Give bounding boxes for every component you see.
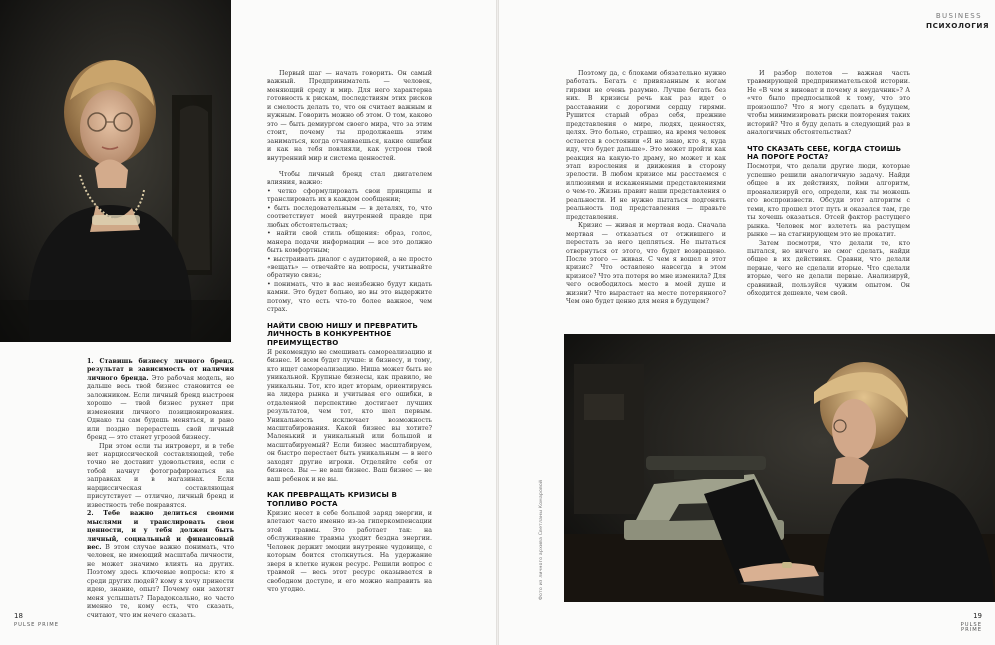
paragraph-text: В этом случае важно понимать, что человек, не имеющий масштаба личности, не может значимо влиять на других. Поэтому здесь ключевые вопросы: кто я среди других людей? кому я хочу принести идею, знание, опыт? Почему они захотят меня услышать? Парадоксально, но часто именно те, кому есть, что сказать, считают, что им нечего сказать. xyxy=(87,543,234,619)
bullet-item: • четко сформулировать свои принципы и транслировать их в каждом сообщении; xyxy=(267,187,432,204)
column-3 xyxy=(566,70,726,307)
paragraph: Чтобы личный бренд стал двигателем влияния, важно: xyxy=(267,170,432,187)
lead-bold: 1. Ставишь бизнесу личного бренд. результат в зависимость от наличия личного бренда. xyxy=(87,358,234,382)
column-1 xyxy=(87,358,234,620)
typewriter-photo-art xyxy=(564,334,995,602)
bullet-item: • выстраивать диалог с аудиторией, а не просто «вещать» — отвечайте на вопросы, учитывайте обратную связь; xyxy=(267,255,432,280)
photo-credit: Фото из личного архива Светланы Комаровой xyxy=(539,479,544,600)
column-2 xyxy=(267,70,432,595)
paragraph: Кризис несет в себе большой заряд энергии, и влетают часто именно из-за гиперкомпенсации этой травмы. Это работает так: на обслуживание травмы уходит бездна энергии. Человек держит эмоции внутренне чудовище, с которым боится столкнуться. На удержание зверя в клетке нужен ресурс. Решили вопрос с травмой — весь этот ресурс оказывается в свободном доступе, и его можно направить на что угодно. xyxy=(267,509,432,594)
folio-left xyxy=(14,613,59,628)
paragraph: Я рекомендую не смешивать самореализацию и бизнес. И всем будет лучше: и бизнесу, и тому, кто ищет самореализацию. Ниша может быть не уникальной. Крупные бизнесы, как правило, не уникальны. Тот, кто идет вторым, ориентируясь на лидера рынка и учитывая его ошибки, в отдаленной перспективе достигает лучших результатов, чем тот, кто шел первым. Уникальность исключает возможность масштабирования. Какой бизнес вы хотите? Маленький и уникальный или большой и масштабируемый? Если бизнес масштабируем, он быстро перестает быть уникальным — в него заходят другие игроки. Отделяйте себя от бизнеса. Вы — не ваш бизнес. Ваш бизнес — не ваш ребенок и не вы. xyxy=(267,348,432,483)
portrait-photo-art xyxy=(0,0,231,342)
section-heading: НАЙТИ СВОЮ НИШУ И ПРЕВРАТИТЬ ЛИЧНОСТЬ В КОНКУРЕНТНОЕ ПРЕИМУЩЕСТВО xyxy=(267,320,418,347)
rubric-right xyxy=(926,12,990,30)
folio-right xyxy=(940,613,982,633)
paragraph: Поэтому да, с блоками обязательно нужно работать. Бегать с привязанным к ногам гирями не очень разумно. Лучше бегать без них. В кризисы речь как раз идет о расставании с дорогими сердцу гирями. Рушится старый образ себя, прежние представления о мире, людях, ценностях, целях. Это больно, страшно, на время человек остается в состоянии «Я не знаю, кто я, куда иду, что будет дальше». Это может пройти как реакция на какую-то драму, но может и как этап взросления и движения в сторону зрелости. В любом кризисе мы расстаемся с иллюзиями и искаженными представлениями о чем-то. Жизнь правит наши представления о реальности. И не нужно пытаться подгонять реальность под представления — правьте представления. xyxy=(566,70,726,221)
magazine-name: PULSE PRIME xyxy=(960,622,982,634)
paragraph: Затем посмотри, что делали те, кто пытался, но ничего не смог сделать, найди общее в их действиях. Сравни, что делали первые, чего не сделали вторые. Что сделали вторые, чего не делали первые. Анализируй, сравнивай, пользуйся чужим опытом. Он обходится дешевле, чем свой. xyxy=(747,239,910,298)
paragraph-text: Это рабочая модель, но дальше весь твой бизнес становится ее заложником. Если личный бренд выстроен хорошо — твой бизнес рухнет при изменении личного позиционирования. Однако ты сам будешь меняться, и рано или поздно перерастешь свой личный бренд — это станет угрозой бизнесу. xyxy=(87,374,234,442)
typewriter-photo xyxy=(564,334,995,602)
paragraph xyxy=(87,510,234,620)
paragraph: Первый шаг — начать говорить. Он самый важный. Предприниматель — человек, меняющий среду и мир. Для него характерна готовность к рискам, последствиям этих рисков и смелость делать то, что он считает важным и нужным. Говорить можно об этом. О том, каково это — быть демиургом своего мира, что за этим стоит, почему ты продолжаешь этим заниматься, когда отчаиваешься, какие ошибки и как на тебя повлияли, как устроен твой внутренний мир и система ценностей. xyxy=(267,70,432,162)
page-number: 18 xyxy=(14,612,23,620)
column-4 xyxy=(747,70,910,299)
paragraph: И разбор полетов — важная часть травмирующей предпринимательской истории. Не «В чем я виноват и почему я неудачник»? А «что было предпосылкой к тому, что это произошло? Что я могу сделать в будущем, чтобы минимизировать риски повторения таких историй? Что я буду делать в следующий раз в аналогичных обстоятельствах? xyxy=(747,70,910,137)
lead-bold: 2. Тебе важно делиться своими мыслями и транслировать свои ценности, и у тебя должен быть личный, социальный и финансовый вес. xyxy=(87,510,234,551)
section-heading: КАК ПРЕВРАЩАТЬ КРИЗИСЫ В ТОПЛИВО РОСТА xyxy=(267,490,397,508)
rubric-subsection: ПСИХОЛОГИЯ xyxy=(926,21,990,30)
paragraph: Кризис — живая и мертвая вода. Сначала мертвая — отказаться от отжившего и перестать за него цепляться. Не пытаться отвернуться от этого, что будет возвращено. После этого — живая. С чем я вошел в этот кризис? Что оставлено навсегда в этом кризисе? Что эта потеря во мне изменила? Для чего освободилось место в моей душе и жизни? Что вырастает на месте потерянного? Чем оно будет ценно для меня в будущем? xyxy=(566,222,726,306)
bullet-item: • быть последовательным — в деталях, то, что соответствует моей внутренней правде при любых обстоятельствах; xyxy=(267,204,432,229)
bullet-item: • понимать, что в вас неизбежно будут кидать камни. Это будет больно, но вы это выдержите потому, что есть что-то более важное, чем страх. xyxy=(267,280,432,314)
paragraph xyxy=(87,358,234,443)
page-number: 19 xyxy=(973,612,982,620)
bullet-item: • найти свой стиль общения: образ, голос, манера подачи информации — все это должно быть комфортным; xyxy=(267,230,432,255)
section-heading: ЧТО СКАЗАТЬ СЕБЕ, КОГДА СТОИШЬ НА ПОРОГЕ РОСТА? xyxy=(747,143,902,162)
spine-gutter xyxy=(496,0,499,645)
paragraph: Посмотри, что делали другие люди, которые успешно решили аналогичную задачу. Найди общее в их действиях, пойми алгоритм, проанализируй его, определи, как ты можешь его воспроизвести. Обсуди этот алгоритм с теми, кто прошел этот путь и оказался там, где ты хочешь оказаться. Отсей фактор растущего рынка. Человек мог взлететь на растущем рынке — на стагнирующем это не прокатит. xyxy=(747,163,910,239)
magazine-name: PULSE PRIME xyxy=(14,622,60,628)
paragraph: При этом если ты интроверт, и в тебе нет нарциссической составляющей, тебе точно не доставит удовольствия, если с тобой начнут фотографироваться на заправках и в магазинах. Если нарциссическая составляющая присутствует — отлично, личный бренд и известность тебе понравятся. xyxy=(87,442,234,509)
rubric-section: BUSINESS xyxy=(935,12,982,20)
portrait-photo xyxy=(0,0,231,342)
